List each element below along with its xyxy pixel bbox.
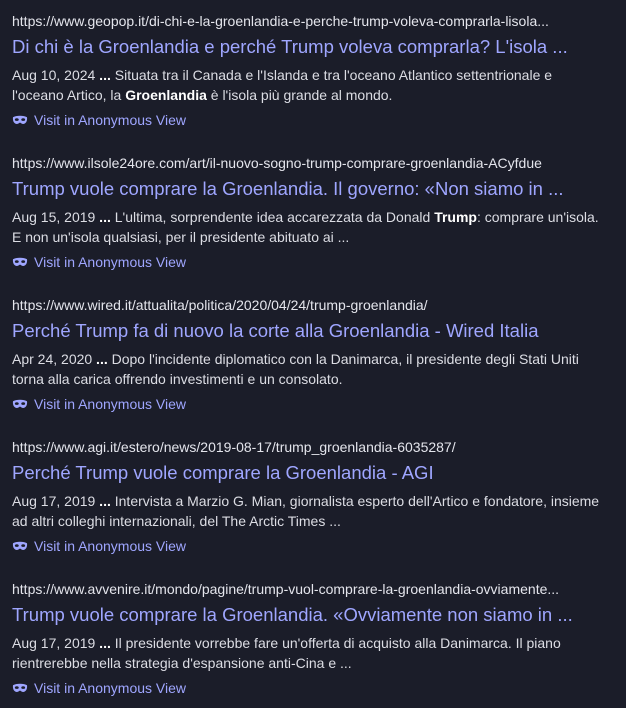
result-date: Aug 10, 2024 bbox=[12, 67, 96, 83]
result-title-link[interactable]: Trump vuole comprare la Groenlandia. Il governo: «Non siamo in ... bbox=[12, 178, 564, 199]
result-snippet bbox=[12, 633, 602, 673]
result-snippet bbox=[12, 207, 602, 247]
mask-icon bbox=[12, 257, 28, 267]
snippet-separator: ... bbox=[95, 67, 115, 83]
snippet-highlight: Groenlandia bbox=[125, 87, 207, 103]
result-date: Aug 17, 2019 bbox=[12, 635, 96, 651]
search-result bbox=[12, 154, 616, 271]
anonymous-view-link[interactable] bbox=[12, 395, 186, 413]
result-title-link[interactable]: Di chi è la Groenlandia e perché Trump voleva comprarla? L'isola ... bbox=[12, 36, 568, 57]
snippet-text: Situata tra il Canada e l'Islanda e tra l'oceano Atlantico settentrionale e l'oceano Artico, la bbox=[12, 67, 553, 103]
snippet-text: Dopo l'incidente diplomatico con la Danimarca, il presidente degli Stati Uniti torna alla carica offrendo investimenti e un consolato. bbox=[12, 351, 579, 387]
snippet-highlight: Trump bbox=[434, 209, 477, 225]
search-result bbox=[12, 580, 616, 697]
anonymous-view-link[interactable] bbox=[12, 253, 186, 271]
snippet-separator: ... bbox=[95, 209, 115, 225]
snippet-text: : comprare un'isola. E non un'isola qualsiasi, per il presidente abituato ai ... bbox=[12, 209, 599, 245]
mask-icon bbox=[12, 541, 28, 551]
result-title-link[interactable]: Trump vuole comprare la Groenlandia. «Ovviamente non siamo in ... bbox=[12, 604, 573, 625]
result-url[interactable]: https://www.geopop.it/di-chi-e-la-groenlandia-e-perche-trump-voleva-comprarla-lisola... bbox=[12, 13, 549, 29]
search-result bbox=[12, 438, 616, 555]
mask-icon bbox=[12, 399, 28, 409]
anonymous-view-label: Visit in Anonymous View bbox=[34, 112, 187, 128]
snippet-separator: ... bbox=[95, 635, 115, 651]
result-date: Aug 17, 2019 bbox=[12, 493, 96, 509]
snippet-text: è l'isola più grande al mondo. bbox=[206, 87, 393, 103]
anonymous-view-label: Visit in Anonymous View bbox=[34, 680, 187, 696]
mask-icon bbox=[12, 115, 28, 125]
result-snippet bbox=[12, 491, 602, 531]
snippet-text: Intervista a Marzio G. Mian, giornalista esperto dell'Artico e fondatore, insieme ad altri colleghi internazionali, del The Arctic Times ... bbox=[12, 493, 600, 529]
anonymous-view-link[interactable] bbox=[12, 679, 186, 697]
result-date: Aug 15, 2019 bbox=[12, 209, 96, 225]
mask-icon bbox=[12, 683, 28, 693]
anonymous-view-label: Visit in Anonymous View bbox=[34, 254, 187, 270]
result-title-link[interactable]: Perché Trump fa di nuovo la corte alla Groenlandia - Wired Italia bbox=[12, 320, 539, 341]
result-url[interactable]: https://www.agi.it/estero/news/2019-08-17/trump_groenlandia-6035287/ bbox=[12, 439, 456, 455]
snippet-text: Il presidente vorrebbe fare un'offerta di acquisto alla Danimarca. Il piano rientrerebbe nella strategia d'espansione anti-Cina e ... bbox=[12, 635, 561, 671]
snippet-separator: ... bbox=[95, 493, 115, 509]
anonymous-view-link[interactable] bbox=[12, 537, 186, 555]
result-title-link[interactable]: Perché Trump vuole comprare la Groenlandia - AGI bbox=[12, 462, 434, 483]
result-url[interactable]: https://www.avvenire.it/mondo/pagine/trump-vuol-comprare-la-groenlandia-ovviamente... bbox=[12, 581, 560, 597]
snippet-text: L'ultima, sorprendente idea accarezzata da Donald bbox=[114, 209, 435, 225]
anonymous-view-label: Visit in Anonymous View bbox=[34, 396, 187, 412]
result-snippet bbox=[12, 349, 602, 389]
search-result bbox=[12, 12, 616, 129]
result-url[interactable]: https://www.ilsole24ore.com/art/il-nuovo-sogno-trump-comprare-groenlandia-ACyfdue bbox=[12, 155, 542, 171]
result-date: Apr 24, 2020 bbox=[12, 351, 93, 367]
result-snippet bbox=[12, 65, 602, 105]
anonymous-view-link[interactable] bbox=[12, 111, 186, 129]
anonymous-view-label: Visit in Anonymous View bbox=[34, 538, 187, 554]
snippet-separator: ... bbox=[92, 351, 112, 367]
result-url[interactable]: https://www.wired.it/attualita/politica/2020/04/24/trump-groenlandia/ bbox=[12, 297, 428, 313]
search-result bbox=[12, 296, 616, 413]
